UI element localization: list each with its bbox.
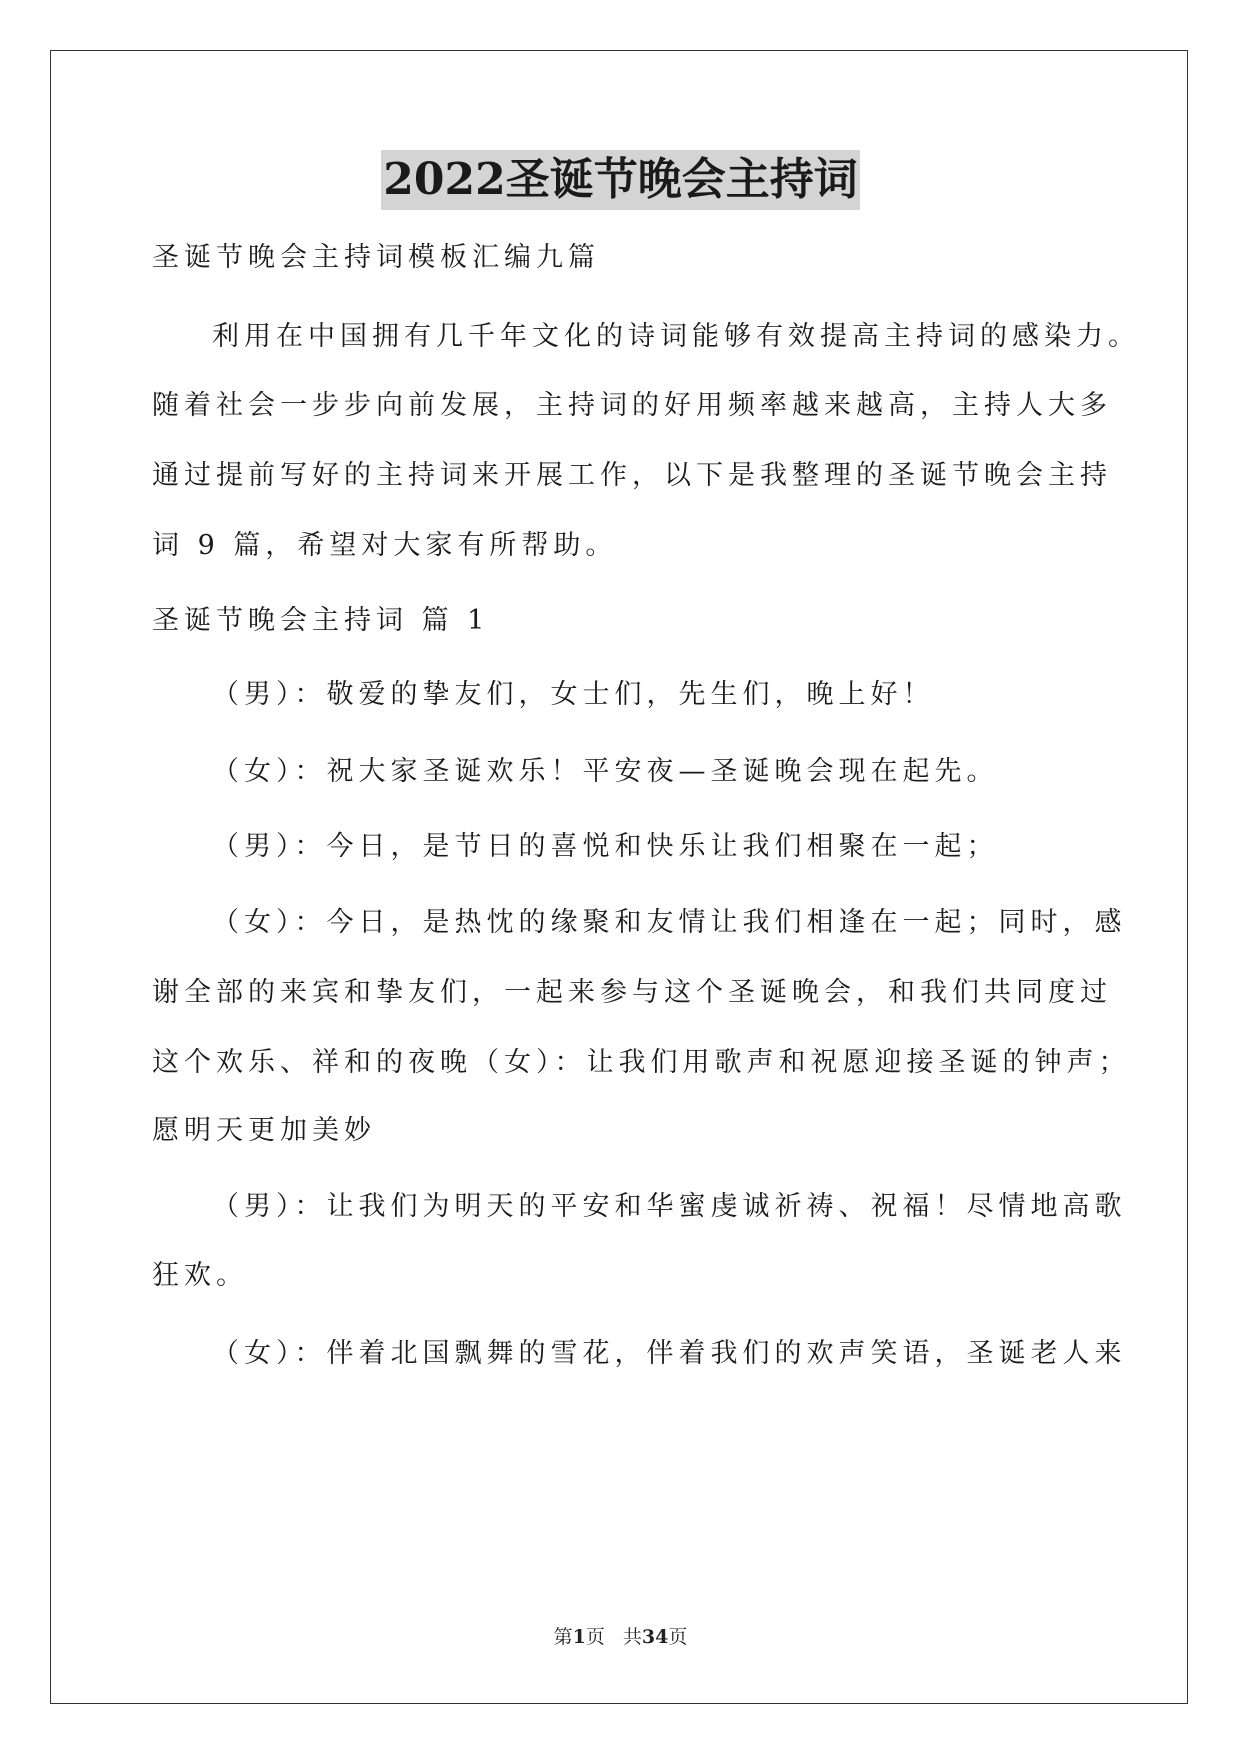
dialogue-line: （女）：伴着北国飘舞的雪花，伴着我们的欢声笑语，圣诞老人来 <box>212 1338 1127 1369</box>
total-pages: 34 <box>641 1626 669 1648</box>
dialogue-line: （男）：让我们为明天的平安和华蜜虔诚祈祷、祝福！尽情地高歌 <box>212 1191 1127 1222</box>
dialogue-line: （女）：祝大家圣诞欢乐！平安夜—圣诞晚会现在起先。 <box>212 756 999 787</box>
document-title <box>0 150 1241 210</box>
dialogue-line: 狂欢。 <box>152 1260 248 1291</box>
dialogue-line: 这个欢乐、祥和的夜晚（女）：让我们用歌声和祝愿迎接圣诞的钟声； <box>152 1047 1131 1078</box>
dialogue-line: 愿明天更加美妙 <box>152 1115 376 1146</box>
dialogue-line: 谢全部的来宾和挚友们，一起来参与这个圣诞晚会，和我们共同度过 <box>152 977 1112 1008</box>
dialogue-line: （男）：敬爱的挚友们，女士们，先生们，晚上好！ <box>212 679 935 710</box>
page-number: 1 <box>572 1626 586 1648</box>
paragraph-line: 词 9 篇，希望对大家有所帮助。 <box>152 530 618 561</box>
total-suffix: 页 <box>668 1626 688 1648</box>
page-prefix: 第 <box>553 1626 573 1648</box>
page-border <box>50 50 1188 1704</box>
page-footer <box>0 1622 1241 1649</box>
total-prefix: 共 <box>622 1626 642 1648</box>
paragraph-line: 随着社会一步步向前发展，主持词的好用频率越来越高，主持人大多 <box>152 390 1112 421</box>
title-text: 2022圣诞节晚会主持词 <box>381 150 859 210</box>
page-suffix: 页 <box>585 1626 605 1648</box>
paragraph-line: 通过提前写好的主持词来开展工作，以下是我整理的圣诞节晚会主持 <box>152 460 1112 491</box>
dialogue-line: （女）：今日，是热忱的缘聚和友情让我们相逢在一起；同时，感 <box>212 907 1127 938</box>
dialogue-line: （男）：今日，是节日的喜悦和快乐让我们相聚在一起； <box>212 831 999 862</box>
paragraph-line: 利用在中国拥有几千年文化的诗词能够有效提高主持词的感染力。 <box>212 321 1140 352</box>
subtitle-line: 圣诞节晚会主持词模板汇编九篇 <box>152 242 600 273</box>
section-heading: 圣诞节晚会主持词 篇 1 <box>152 605 490 636</box>
